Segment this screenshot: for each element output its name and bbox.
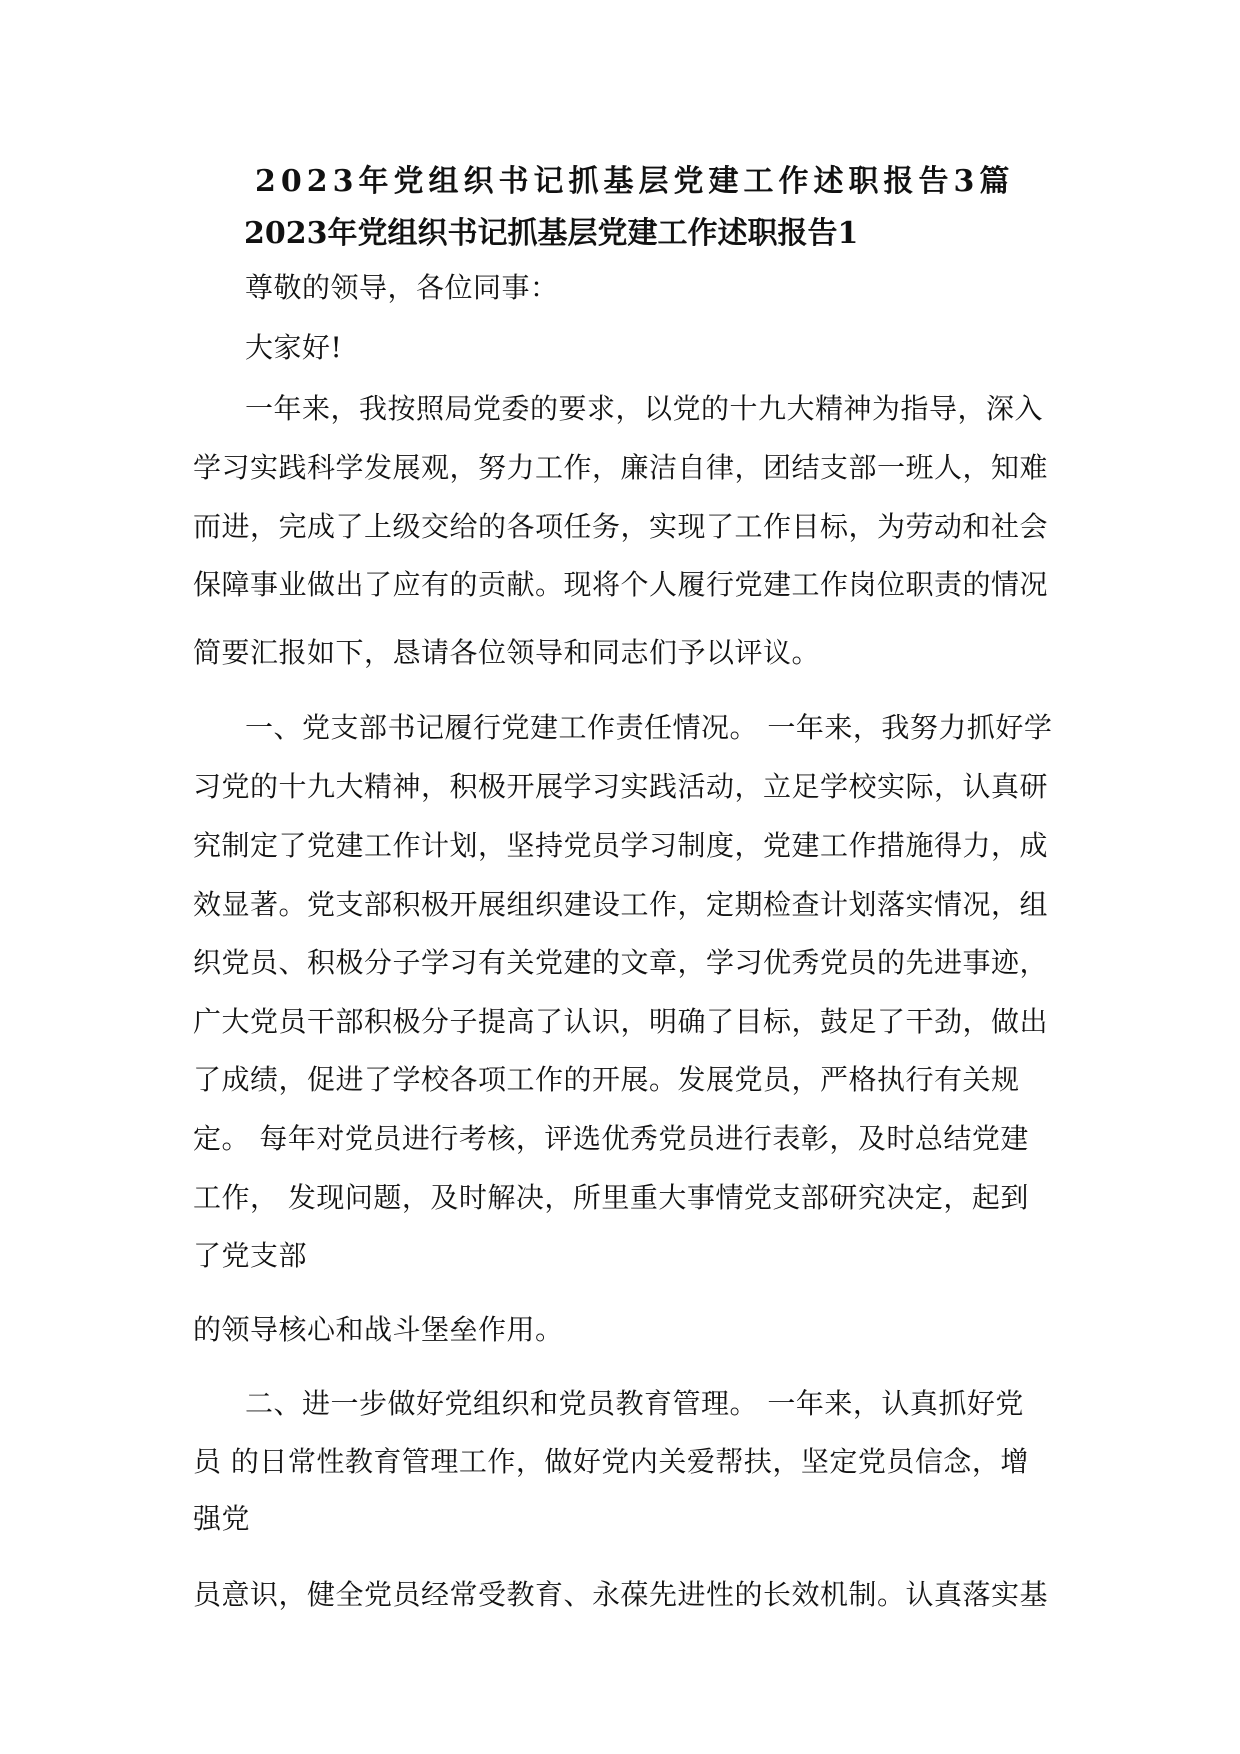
- paragraph-line: 强党: [193, 1502, 251, 1535]
- document-title: 2023年党组织书记抓基层党建工作述职报告3篇: [255, 164, 1015, 199]
- paragraph-line: 保障事业做出了应有的贡献。现将个人履行党建工作岗位职责的情况: [193, 568, 1049, 601]
- section-heading-line: 一、党支部书记履行党建工作责任情况。 一年来，我努力抓好学: [245, 711, 1053, 744]
- paragraph-line: 的领导核心和战斗堡垒作用。: [193, 1313, 564, 1346]
- paragraph-line: 了成绩，促进了学校各项工作的开展。发展党员，严格执行有关规: [193, 1063, 1020, 1096]
- greeting: 大家好!: [245, 331, 343, 364]
- paragraph-line: 究制定了党建工作计划，坚持党员学习制度，党建工作措施得力，成: [193, 829, 1049, 862]
- paragraph-line: 工作， 发现问题，及时解决，所里重大事情党支部研究决定，起到: [193, 1181, 1029, 1214]
- paragraph-line: 定。 每年对党员进行考核，评选优秀党员进行表彰，及时总结党建: [193, 1122, 1029, 1155]
- paragraph-line: 简要汇报如下，恳请各位领导和同志们予以评议。: [193, 636, 821, 669]
- paragraph-line: 广大党员干部积极分子提高了认识，明确了目标，鼓足了干劲，做出: [193, 1005, 1049, 1038]
- paragraph-line: 一年来，我按照局党委的要求，以党的十九大精神为指导，深入: [245, 392, 1044, 425]
- salutation: 尊敬的领导，各位同事：: [245, 271, 559, 304]
- document-subtitle: 2023年党组织书记抓基层党建工作述职报告1: [244, 216, 859, 251]
- paragraph-line: 而进，完成了上级交给的各项任务，实现了工作目标，为劳动和社会: [193, 510, 1049, 543]
- paragraph-line: 学习实践科学发展观，努力工作，廉洁自律，团结支部一班人，知难: [193, 451, 1049, 484]
- paragraph-line: 效显著。党支部积极开展组织建设工作，定期检查计划落实情况，组: [193, 888, 1049, 921]
- paragraph-line: 员意识，健全党员经常受教育、永葆先进性的长效机制。认真落实基: [193, 1578, 1049, 1611]
- paragraph-line: 织党员、积极分子学习有关党建的文章，学习优秀党员的先进事迹，: [193, 946, 1049, 979]
- paragraph-line: 了党支部: [193, 1239, 308, 1272]
- paragraph-line: 员 的日常性教育管理工作，做好党内关爱帮扶，坚定党员信念，增: [193, 1445, 1029, 1478]
- section-heading-line: 二、进一步做好党组织和党员教育管理。 一年来，认真抓好党: [245, 1387, 1024, 1420]
- paragraph-line: 习党的十九大精神，积极开展学习实践活动，立足学校实际，认真研: [193, 770, 1049, 803]
